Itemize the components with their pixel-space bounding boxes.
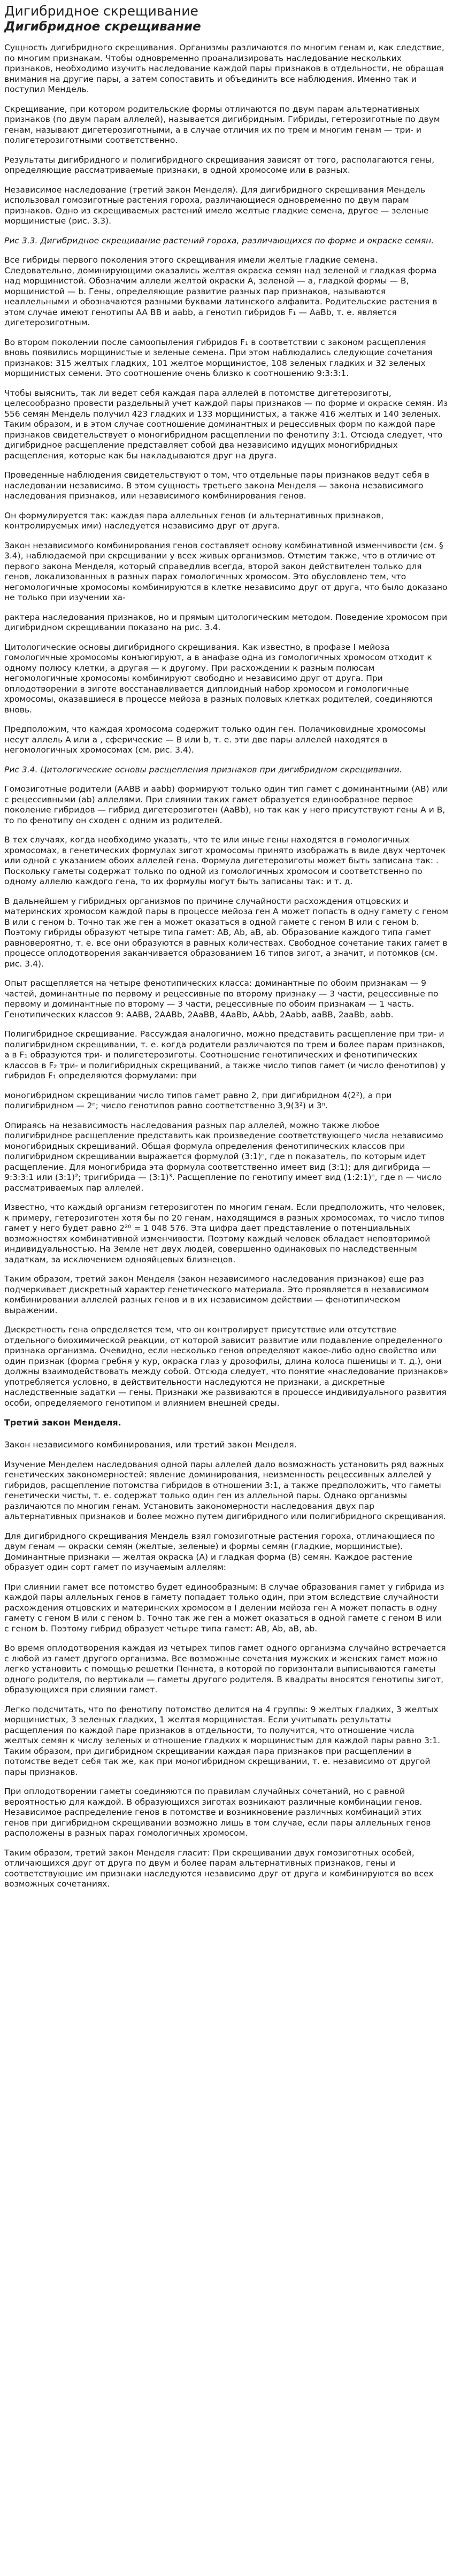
paragraph: При оплодотворении гаметы соединяются по правилам случайных сочетаний, но с равной вероятностью для каждой. В образующихся зиготах возникают различные комбинации генов. Независимое распределение генов в потомстве и возникновение различных комбинаций этих генов при дигибридном скрещивании возможно лишь в том случае, если пары аллельных генов расположены в разных парах гомологичных хромосом. [4, 1787, 431, 1838]
paragraph: Независимое наследование (третий закон Менделя). Для дигибридного скрещивания Мендель использовал гомозиготные растения гороха, различающиеся одновременно по двум парам признаков. Одно из скрещиваемых растений имело желтые гладкие семена, другое — зеленые морщинистые (рис. 3.3). [4, 185, 429, 226]
paragraph: Результаты дигибридного и полигибридного скрещивания зависят от того, располагаются гены, определяющие рассматриваемые признаки, в одной хромосоме или в разных. [4, 155, 435, 175]
paragraph: Гомозиготные родители (AABB и aabb) формируют только один тип гамет с доминантными (AB) или с рецессивными (ab) аллелями. При слиянии таких гамет образуется единообразное первое поколение гибридов — гибрид дигетерозиготен (AaBb), но так как у него присутствуют гены А и В, то по фенотипу он сходен с одним из родителей. [4, 784, 448, 825]
page-subtitle: Дигибридное скрещивание [4, 20, 201, 34]
paragraph: В тех случаях, когда необходимо указать, что те или иные гены находятся в гомологичных хромосомах, в генетических формулах зигот хромосомы принято изображать в виде двух черточек или одной с указанием обоих аллелей гена. Формула дигетерозиготы может быть записана так: . Поскольку гаметы содержат только по одной из гомологичных хромосом и соответственно по одному аллелю каждого гена, то их формулы могут быть записаны так: и т. д. [4, 835, 446, 886]
paragraph: Проведенные наблюдения свидетельствуют о том, что отдельные пары признаков ведут себя в наследовании независимо. В этом сущность третьего закона Менделя — закона независимого наследования признаков, или независимого комбинирования генов. [4, 470, 429, 501]
paragraph: Изучение Менделем наследования одной пары аллелей дало возможность установить ряд важных генетических закономерностей: явление доминирования, неизменность рецессивных аллелей у гибридов, расщепление потомства гибридов в отношении 3:1, а также предположить, что гаметы генетически чисты, т. е. содержат только один ген из аллельной пары. Однако организмы различаются по многим генам. Установить закономерности наследования двух пар альтернативных признаков и более можно путем дигибридного или полигибридного скрещивания. [4, 1459, 446, 1521]
paragraph: Предположим, что каждая хромосома содержит только один ген. Полачиковидные хромосомы несут аллель А или а , сферические — В или b, т. е. эти две пары аллелей находятся в негомологичных хромосомах (см. рис. 3.4). [4, 724, 426, 755]
paragraph: Сущность дигибридного скрещивания. Организмы различаются по многим генам и, как следствие, по многим признакам. Чтобы одновременно проанализировать наследование нескольких признаков, необходимо изучить наследование каждой пары признаков в отдельности, не обращая внимания на другие пары, а затем сопоставить и объединить все наблюдения. Именно так и поступил Мендель. [4, 43, 444, 94]
paragraph: Дискретность гена определяется тем, что он контролирует присутствие или отсутствие отдельного биохимической реакции, от которой зависит развитие или подавление определенного признака организма. Очевидно, если несколько генов определяют какое-либо одно свойство или один признак (форма гребня у кур, окраска глаз у дрозофилы, длина колоса пшеницы и т. д.), они должны взаимодействовать между собой. Отсюда следует, что понятие «наследование признаков» употребляется условно, в действительности наследуются не признаки, а дискретные наследственные задатки — гены. Признаки же развиваются в процессе индивидуального развития особи, определяемого генотипом и влиянием внешней среды. [4, 1325, 449, 1408]
paragraph: Опираясь на независимость наследования разных пар аллелей, можно также любое полигибридное расщепление представить как произведение соответствующего числа независимо моногибридных скрещиваний. Общая формула определения фенотипических классов при полигибридном скрещивании выражается формулой (3:1)ⁿ, где n показатель, по которым идет расщепление. Для моногибрида эта формула соответственно имеет вид (3:1); для дигибрида — 9:3:3:1 или (3:1)²; тригибрида — (3:1)³. Расщепление по генотипу имеет вид (1:2:1)ⁿ, где n — число рассматриваемых пар аллелей. [4, 1120, 443, 1193]
paragraph: Легко подсчитать, что по фенотипу потомство делится на 4 группы: 9 желтых гладких, 3 желтых морщинистых, 3 зеленых гладких, 1 желтая морщинистая. Если учитывать результаты расщепления по каждой паре признаков в отдельности, то получится, что отношение числа желтых семян к числу зеленых и отношение гладких к морщинистым для каждой пары равно 3:1. Таким образом, при дигибридном скрещивании каждая пара признаков при расщеплении в потомстве ведет себя так же, как при моногибридном скрещивании, т. е. независимо от другой пары признаков. [4, 1704, 440, 1777]
paragraph: Он формулируется так: каждая пара аллельных генов (и альтернативных признаков, контролируемых ими) наследуется независимо друг от друга. [4, 510, 384, 531]
section-heading: Третий закон Менделя. [4, 1417, 121, 1428]
paragraph: Таким образом, третий закон Менделя гласит: При скрещивании двух гомозиготных особей, отличающихся друг от друга по двум и более парам альтернативных признаков, гены и соответствующие им признаки наследуются независимо друг от друга и комбинируются во всех возможных сочетаниях. [4, 1847, 434, 1889]
paragraph: Опыт расщепляется на четыре фенотипических класса: доминантные по обоим признакам — 9 частей, доминантные по первому и рецессивные по второму признаку — 3 части, рецессивные по первому и доминантные по второму — 3 части, рецессивные по обоим признакам — 1 часть. Генотипических классов 9: AABB, 2AABb, 2AaBB, 4AaBb, AAbb, 2Aabb, aaBB, 2aaBb, aabb. [4, 978, 439, 1019]
paragraph: рактера наследования признаков, но и прямым цитологическим методом. Поведение хромосом при дигибридном скрещивании показано на рис. 3.4. [4, 612, 448, 632]
paragraph: Чтобы выяснить, так ли ведет себя каждая пара аллелей в потомстве дигетерозиготы, целесообразно провести раздельный учет каждой пары признаков — по форме и окраске семян. Из 556 семян Мендель получил 423 гладких и 133 морщинистых, а также 416 желтых и 140 зеленых. Таким образом, и в этом случае соотношение доминантных и рецессивных форм по каждой паре признаков свидетельствует о моногибридном расщеплении по фенотипу 3:1. Отсюда следует, что дигибридное расщепление представляет собой два независимо идущих моногибридных расщепления, которые как бы накладываются друг на друга. [4, 388, 448, 461]
paragraph: Скрещивание, при котором родительские формы отличаются по двум парам альтернативных признаков (по двум парам аллелей), называется дигибридным. Гибриды, гетерозиготные по двум генам, называют дигетерозиготными, а в случае отличия их по трем и многим генам — три- и полигетерозиготными соответственно. [4, 104, 440, 145]
page-title: Дигибридное скрещивание [4, 3, 198, 19]
paragraph: Во втором поколении после самоопыления гибридов F₁ в соответствии с законом расщепления вновь появились морщинистые и зеленые семена. При этом наблюдались следующие сочетания признаков: 315 желтых гладких, 101 желтое морщинистое, 108 зеленых гладких и 32 зеленых морщинистых семени. Это соотношение очень близко к соотношению 9:3:3:1. [4, 337, 433, 378]
paragraph: При слиянии гамет все потомство будет единообразным: В случае образования гамет у гибрида из каждой пары аллельных генов в гамету попадает только один, при этом вследствие случайности расхождения отцовских и материнских хромосом в I делении мейоза ген А может попасть в одну гамету с геном B или с геном b. Точно так же ген а может оказаться в одной гамете с геном B или с геном b. Поэтому гибрид образует четыре типа гамет: АВ, Аb, аВ, аb. [4, 1582, 444, 1634]
article-body [4, 43, 449, 1890]
paragraph: Цитологические основы дигибридного скрещивания. Как известно, в профазе I мейоза гомологичные хромосомы конъюгируют, а в анафазе одна из гомологичных хромосом отходит к одному полюсу клетки, а другая — к другому. При расхождении к разным полюсам негомологичные хромосомы комбинируют свободно и независимо друг от друга. При оплодотворении в зиготе восстанавливается диплоидный набор хромосом и гомологичные хромосомы, оказавшиеся в процессе мейоза в разных половых клетках родителей, соединяются вновь. [4, 642, 433, 715]
paragraph: Во время оплодотворения каждая из четырех типов гамет одного организма случайно встречается с любой из гамет другого организма. Все возможные сочетания мужских и женских гамет можно легко установить с помощью решетки Пеннета, в которой по горизонтали выписываются гаметы одного родителя, по вертикали — гаметы другого родителя. В квадраты вносятся генотипы зигот, образующихся при слиянии гамет. [4, 1643, 446, 1695]
paragraph: Полигибридное скрещивание. Рассуждая аналогично, можно представить расщепление при три- и полигибридном скрещивании, т. е. когда родители различаются по трем и более парам признаков, а в F₁ образуются три- и полигетерозиготы. Соотношение генотипических и фенотипических классов в F₂ три- и полигибридных скрещиваний, а также число типов гамет (и число фенотипов) у гибридов F₁ определяются формулами: при [4, 1029, 446, 1080]
paragraph: Известно, что каждый организм гетерозиготен по многим генам. Если предположить, что человек, к примеру, гетерозиготен хотя бы по 20 генам, находящимся в разных хромосомах, то число типов гамет у него будет равно 2²⁰ = 1 048 576. Эта цифра дает представление о потенциальных возможностях комбинативной изменчивости. Поэтому каждый человек обладает неповторимой индивидуальностью. На Земле нет двух людей, совершенно одинаковых по наследственным задаткам, за исключением однояйцевых близнецов. [4, 1202, 445, 1264]
figure-caption: Рис 3.3. Дигибридное скрещивание растений гороха, различающихся по форме и окраске семян. [4, 235, 434, 246]
paragraph: моногибридном скрещивании число типов гамет равно 2, при дигибридном 4(2²), а при полигибридном — 2ⁿ; число генотипов равно соответственно 3,9(3²) и 3ⁿ. [4, 1090, 392, 1110]
figure-caption: Рис 3.4. Цитологические основы расщепления признаков при дигибридном скрещивании. [4, 764, 402, 775]
paragraph: Таким образом, третий закон Менделя (закон независимого наследования признаков) еще раз подчеркивает дискретный характер генетического материала. Это проявляется в независимом комбинировании аллелей разных генов и в их независимом действии — фенотипическом выражении. [4, 1274, 429, 1315]
paragraph: Закон независимого комбинирования, или третий закон Менделя. [4, 1440, 297, 1450]
paragraph: Закон независимого комбинирования генов составляет основу комбинативной изменчивости (см. § 3.4), наблюдаемой при скрещивании у всех живых организмов. Отметим также, что в отличие от первого закона Менделя, который справедлив всегда, второй закон действителен только для генов, локализованных в разных парах гомологичных хромосом. Это обусловлено тем, что негомологичные хромосомы комбинируются в клетке независимо друг от друга, что было доказано не только при изучении ха- [4, 540, 448, 602]
paragraph: Для дигибридного скрещивания Мендель взял гомозиготные растения гороха, отличающиеся по двум генам — окраски семян (желтые, зеленые) и формы семян (гладкие, морщинистые). Доминантные признаки — желтая окраска (А) и гладкая форма (В) семян. Каждое растение образует один сорт гамет по изучаемым аллелям: [4, 1531, 435, 1572]
paragraph: Все гибриды первого поколения этого скрещивания имели желтые гладкие семена. Следовательно, доминирующими оказались желтая окраска семян над зеленой и гладкая форма над морщинистой. Обозначим аллели желтой окраски А, зеленой — а, гладкой формы — В, морщинистой — b. Гены, определяющие развитие разных пар признаков, называются неаллельными и обозначаются разными буквами латинского алфавита. Родительские растения в этом случае имеют генотипы AA BB и aabb, а генотип гибридов F₁ — AaBb, т. е. является дигетерозиготным. [4, 255, 437, 327]
paragraph: В дальнейшем у гибридных организмов по причине случайности расхождения отцовских и материнских хромосом каждой пары в процессе мейоза ген А может попасть в одну гамету с геном В или с геном b. Точно так же ген а может оказаться в одной гамете с геном В или с геном b. Поэтому гибриды образуют четыре типа гамет: АВ, Аb, аВ, аb. Образование каждого типа гамет равновероятно, т. е. все они образуются в равных количествах. Свободное сочетание таких гамет в процессе оплодотворения заканчивается образованием 16 типов зигот, а значит, и потомков (см. рис. 3.4). [4, 896, 449, 969]
